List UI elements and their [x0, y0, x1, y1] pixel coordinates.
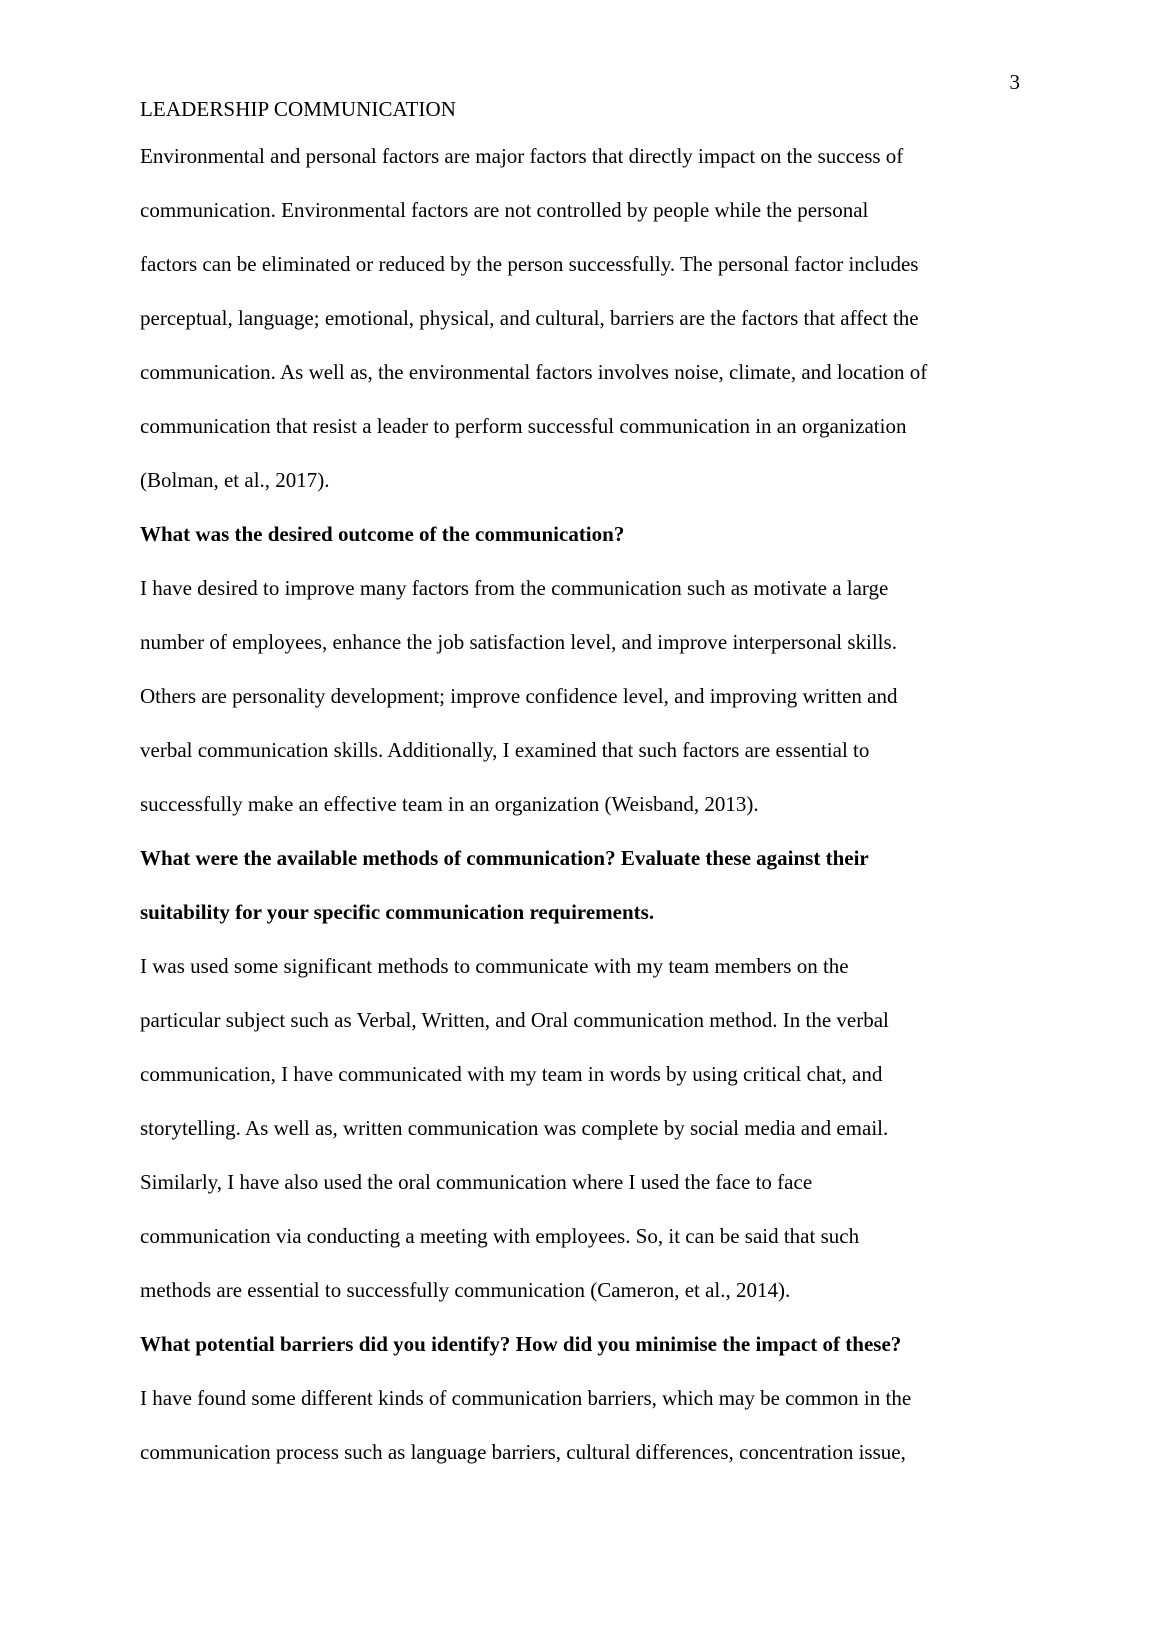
text-line: communication. Environmental factors are not controlled by people while the personal: [140, 198, 869, 222]
body-paragraph: [140, 561, 1030, 831]
text-line: communication process such as language barriers, cultural differences, concentration issue,: [140, 1440, 906, 1464]
text-line: Others are personality development; improve confidence level, and improving written and: [140, 684, 898, 708]
text-line: perceptual, language; emotional, physical, and cultural, barriers are the factors that affect the: [140, 306, 919, 330]
body-paragraph: [140, 939, 1030, 1317]
text-line: successfully make an effective team in an organization (Weisband, 2013).: [140, 792, 759, 816]
heading-line: What was the desired outcome of the communication?: [140, 522, 625, 546]
text-line: number of employees, enhance the job satisfaction level, and improve interpersonal skills.: [140, 630, 897, 654]
text-line: communication. As well as, the environmental factors involves noise, climate, and location of: [140, 360, 928, 384]
text-line: I was used some significant methods to communicate with my team members on the: [140, 954, 849, 978]
document-body: [140, 129, 1030, 1479]
section-heading: [140, 831, 1030, 939]
text-line: I have found some different kinds of communication barriers, which may be common in the: [140, 1386, 912, 1410]
text-line: communication that resist a leader to perform successful communication in an organization: [140, 414, 907, 438]
text-line: particular subject such as Verbal, Written, and Oral communication method. In the verbal: [140, 1008, 889, 1032]
text-line: Similarly, I have also used the oral communication where I used the face to face: [140, 1170, 813, 1194]
heading-line: What were the available methods of communication? Evaluate these against their: [140, 846, 869, 870]
body-paragraph: [140, 129, 1030, 507]
text-line: (Bolman, et al., 2017).: [140, 468, 330, 492]
text-line: methods are essential to successfully communication (Cameron, et al., 2014).: [140, 1278, 791, 1302]
text-line: storytelling. As well as, written communication was complete by social media and email.: [140, 1116, 889, 1140]
text-line: I have desired to improve many factors from the communication such as motivate a large: [140, 576, 889, 600]
section-heading: [140, 1317, 1030, 1371]
text-line: verbal communication skills. Additionally, I examined that such factors are essential to: [140, 738, 870, 762]
text-line: Environmental and personal factors are major factors that directly impact on the success of: [140, 144, 904, 168]
text-line: communication, I have communicated with my team in words by using critical chat, and: [140, 1062, 883, 1086]
section-heading: [140, 507, 1030, 561]
page-number: 3: [1009, 70, 1020, 94]
text-line: factors can be eliminated or reduced by the person successfully. The personal factor includes: [140, 252, 919, 276]
running-head: LEADERSHIP COMMUNICATION: [140, 97, 457, 121]
heading-line: What potential barriers did you identify? How did you minimise the impact of these?: [140, 1332, 902, 1356]
heading-line: suitability for your specific communication requirements.: [140, 900, 655, 924]
text-line: communication via conducting a meeting with employees. So, it can be said that such: [140, 1224, 860, 1248]
body-paragraph: [140, 1371, 1030, 1479]
